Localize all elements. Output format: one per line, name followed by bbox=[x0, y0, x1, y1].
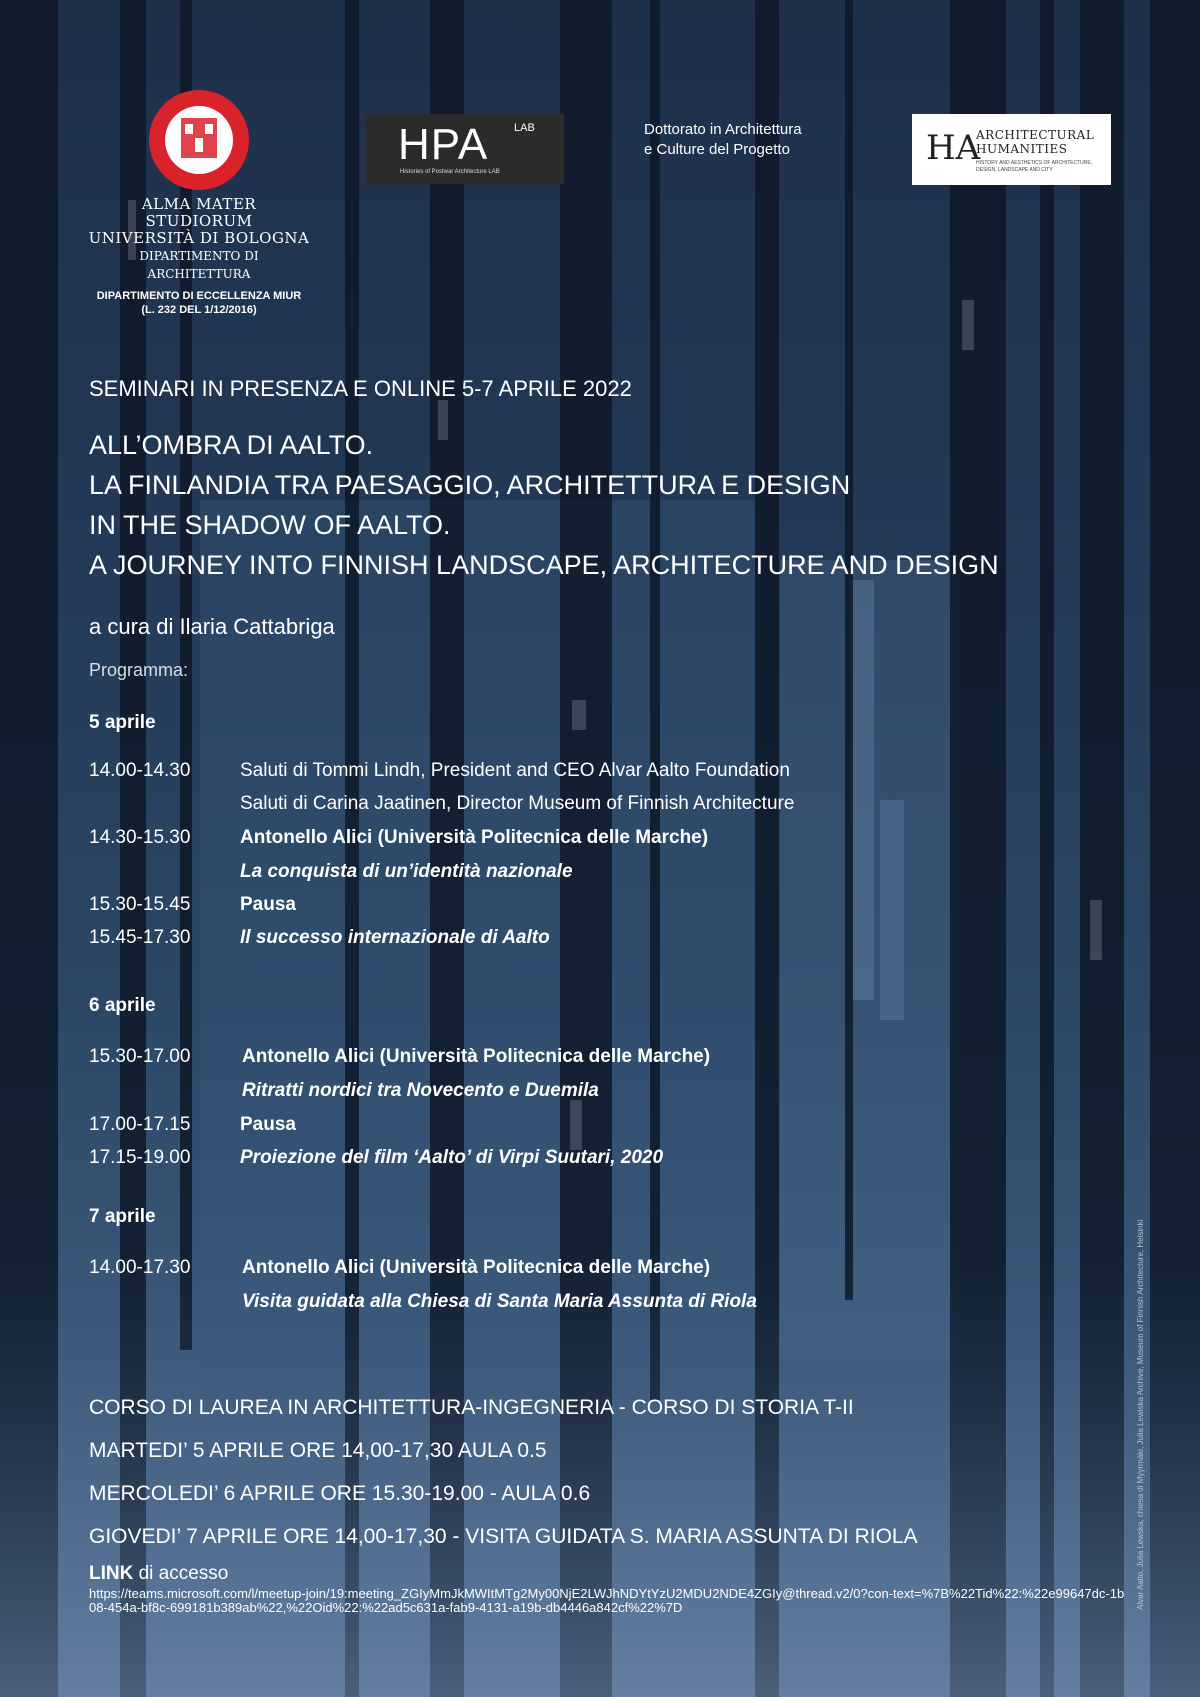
row-time: 15.30-15.45 bbox=[89, 894, 191, 915]
photo-credit: Alvar Aalto, Julia Lewska, chiesa di Myyrmäki, Julia Lewiska Archive, Museum of Finnish Architecture, Helsinki bbox=[1136, 1219, 1145, 1610]
row-text: Pausa bbox=[240, 894, 296, 915]
title-line-2: LA FINLANDIA TRA PAESAGGIO, ARCHITETTURA E DESIGN bbox=[89, 470, 851, 500]
unibo-excellence: DIPARTIMENTO DI ECCELLENZA MIUR bbox=[96, 290, 302, 302]
row-text: Il successo internazionale di Aalto bbox=[240, 927, 550, 948]
row-text: La conquista di un’identità nazionale bbox=[240, 861, 573, 882]
unibo-logo bbox=[88, 88, 310, 317]
hpa-lab-logo bbox=[366, 114, 564, 184]
row-time: 14.00-17.30 bbox=[89, 1257, 191, 1278]
unibo-line2: UNIVERSITÀ DI BOLOGNA bbox=[88, 229, 310, 247]
row-time: 17.00-17.15 bbox=[89, 1114, 191, 1135]
program-label: Programma: bbox=[89, 660, 189, 680]
curator: a cura di Ilaria Cattabriga bbox=[89, 614, 335, 639]
dottorato-label bbox=[644, 120, 802, 160]
day-heading-6-aprile: 6 aprile bbox=[89, 995, 156, 1016]
dottorato-line1: Dottorato in Architettura bbox=[644, 121, 802, 138]
row-text: Saluti di Tommi Lindh, President and CEO Alvar Aalto Foundation bbox=[240, 760, 790, 781]
row-text: Antonello Alici (Università Politecnica delle Marche) bbox=[240, 827, 709, 848]
ah-sub2: DESIGN, LANDSCAPE AND CITY bbox=[976, 167, 1053, 173]
teams-link[interactable]: https://teams.microsoft.com/l/meetup-join/19:meeting_ZGIyMmJkMWItMTg2My00NjE2LWJhNDYtYzU2MDU2NDE4ZGIy@thread.v2/0?con-text=%7B%22Tid%22:%22e99647dc-1b08-454a-bf8c-699181b389ab%22,%22Oid%22:%22ad5c631a-fab9-4131-a19b-db4446a842cf%22%7D bbox=[89, 1586, 1125, 1615]
row-text: Proiezione del film ‘Aalto’ di Virpi Suutari, 2020 bbox=[240, 1147, 664, 1168]
ah-mark: HA bbox=[926, 128, 981, 168]
course-line: CORSO DI LAUREA IN ARCHITETTURA-INGEGNERIA - CORSO DI STORIA T-II bbox=[89, 1396, 854, 1419]
row-text: Ritratti nordici tra Novecento e Duemila bbox=[242, 1080, 599, 1101]
row-text: Pausa bbox=[240, 1114, 296, 1135]
hpa-sub: Histories of Postwar Architecture LAB bbox=[400, 169, 500, 175]
architectural-humanities-logo bbox=[912, 114, 1111, 185]
row-text: Saluti di Carina Jaatinen, Director Museum of Finnish Architecture bbox=[240, 793, 795, 814]
row-time: 14.30-15.30 bbox=[89, 827, 191, 848]
ah-sub1: HISTORY AND AESTHETICS OF ARCHITECTURE, bbox=[976, 160, 1093, 166]
poster-title bbox=[89, 425, 999, 585]
schedule-line-martedi: MARTEDI’ 5 APRILE ORE 14,00-17,30 AULA 0.5 bbox=[89, 1439, 547, 1462]
day-heading-5-aprile: 5 aprile bbox=[89, 712, 156, 733]
hpa-sup: LAB bbox=[514, 122, 535, 134]
row-time: 17.15-19.00 bbox=[89, 1147, 191, 1168]
ah-title2: HUMANITIES bbox=[976, 142, 1068, 156]
row-time: 14.00-14.30 bbox=[89, 760, 191, 781]
link-label-bold: LINK bbox=[89, 1563, 134, 1584]
unibo-seal-icon bbox=[147, 88, 251, 192]
row-time: 15.30-17.00 bbox=[89, 1046, 191, 1067]
row-text: Antonello Alici (Università Politecnica delle Marche) bbox=[242, 1046, 711, 1067]
title-line-3: IN THE SHADOW OF AALTO. bbox=[89, 510, 451, 540]
row-time: 15.45-17.30 bbox=[89, 927, 191, 948]
row-text: Antonello Alici (Università Politecnica delle Marche) bbox=[242, 1257, 711, 1278]
link-label bbox=[89, 1563, 228, 1585]
title-line-4: A JOURNEY INTO FINNISH LANDSCAPE, ARCHITECTURE AND DESIGN bbox=[89, 550, 999, 580]
unibo-line1: ALMA MATER STUDIORUM bbox=[141, 195, 257, 230]
day-heading-7-aprile: 7 aprile bbox=[89, 1206, 156, 1227]
row-text: Visita guidata alla Chiesa di Santa Maria Assunta di Riola bbox=[242, 1291, 757, 1312]
title-line-1: ALL’OMBRA DI AALTO. bbox=[89, 430, 374, 460]
hpa-main: HPA bbox=[398, 120, 489, 169]
ah-title1: ARCHITECTURAL bbox=[976, 128, 1095, 142]
schedule-line-mercoledi: MERCOLEDI’ 6 APRILE ORE 15.30-19.00 - AULA 0.6 bbox=[89, 1482, 591, 1505]
unibo-department: DIPARTIMENTO DI ARCHITETTURA bbox=[139, 249, 259, 281]
schedule-line-giovedi: GIOVEDI’ 7 APRILE ORE 14,00-17,30 - VISITA GUIDATA S. MARIA ASSUNTA DI RIOLA bbox=[89, 1525, 918, 1548]
link-label-rest: di accesso bbox=[133, 1563, 229, 1584]
seminar-line: SEMINARI IN PRESENZA E ONLINE 5-7 APRILE 2022 bbox=[89, 376, 632, 401]
unibo-law: (L. 232 DEL 1/12/2016) bbox=[141, 304, 257, 316]
dottorato-line2: e Culture del Progetto bbox=[644, 141, 790, 158]
